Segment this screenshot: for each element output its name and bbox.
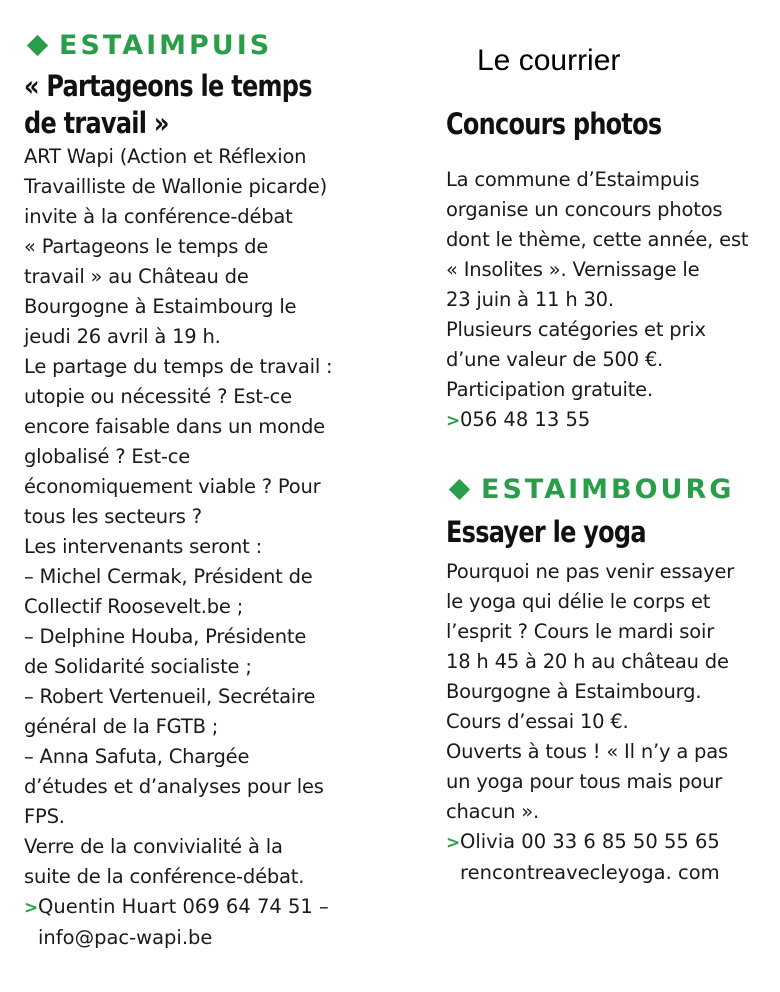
- contact-line: Quentin Huart 069 64 74 51 –: [38, 895, 329, 918]
- body-line: le yoga qui délie le corps et: [446, 590, 711, 613]
- body-line: d’études et d’analyses pour les: [24, 775, 324, 798]
- contact-phone: Olivia 00 33 6 85 50 55 65: [460, 830, 720, 853]
- article-headline: Concours photos: [446, 107, 662, 141]
- article-headline: [24, 68, 341, 142]
- body-line: FPS.: [24, 805, 65, 828]
- headline-line: « Partageons le temps: [24, 69, 312, 103]
- chevron-right-icon: >: [446, 411, 461, 431]
- body-line: général de la FGTB ;: [24, 715, 219, 738]
- body-line: Bourgogne à Estaimbourg le: [24, 295, 297, 318]
- publication-label: Le courrier: [477, 44, 621, 77]
- article-estaimpuis: [24, 28, 369, 953]
- article-estaimbourg: [446, 472, 771, 888]
- body-line: utopie ou nécessité ? Est-ce: [24, 385, 292, 408]
- headline-line: de travail »: [24, 106, 169, 140]
- body-line: Plusieurs catégories et prix: [446, 318, 706, 341]
- body-line: Collectif Roosevelt.be ;: [24, 595, 244, 618]
- body-line: – Robert Vertenueil, Secrétaire: [24, 685, 316, 708]
- article-body: [446, 165, 771, 405]
- body-line: l’esprit ? Cours le mardi soir: [446, 620, 715, 643]
- body-line: 18 h 45 à 20 h au château de: [446, 650, 729, 673]
- contact-phone: 056 48 13 55: [460, 408, 591, 431]
- body-line: globalisé ? Est-ce: [24, 445, 191, 468]
- article-body: [446, 557, 771, 827]
- body-line: ART Wapi (Action et Réflexion: [24, 145, 307, 168]
- contact-website[interactable]: rencontreavecleyoga. com: [460, 861, 720, 884]
- article-headline: Essayer le yoga: [446, 515, 646, 549]
- body-line: jeudi 26 avril à 19 h.: [24, 325, 221, 348]
- body-line: Travailliste de Wallonie picarde): [24, 175, 327, 198]
- body-line: Participation gratuite.: [446, 378, 653, 401]
- body-line: économiquement viable ? Pour: [24, 475, 321, 498]
- body-line: Bourgogne à Estaimbourg.: [446, 680, 702, 703]
- body-line: – Anna Safuta, Chargée: [24, 745, 250, 768]
- body-line: suite de la conférence-débat.: [24, 865, 305, 888]
- body-line: un yoga pour tous mais pour: [446, 770, 723, 793]
- body-line: organise un concours photos: [446, 198, 723, 221]
- section-tag-label: ESTAIMPUIS: [59, 29, 273, 61]
- chevron-right-icon: >: [24, 898, 39, 918]
- chevron-right-icon: >: [446, 833, 461, 853]
- body-line: – Michel Cermak, Président de: [24, 565, 313, 588]
- body-line: « Insolites ». Vernissage le: [446, 258, 700, 281]
- body-line: Les intervenants seront :: [24, 535, 262, 558]
- contact-email[interactable]: info@pac-wapi.be: [38, 926, 213, 949]
- diamond-icon: [449, 478, 470, 499]
- article-concours-photos: [446, 106, 771, 436]
- body-line: Ouverts à tous ! « Il n’y a pas: [446, 740, 728, 763]
- section-tag-label: ESTAIMBOURG: [481, 473, 735, 505]
- body-line: de Solidarité socialiste ;: [24, 655, 252, 678]
- body-line: dont le thème, cette année, est: [446, 228, 749, 251]
- body-line: tous les secteurs ?: [24, 505, 202, 528]
- section-tag-estaimbourg: [446, 472, 771, 506]
- article-body: [24, 142, 369, 892]
- body-line: 23 juin à 11 h 30.: [446, 288, 614, 311]
- body-line: invite à la conférence-débat: [24, 205, 293, 228]
- body-line: – Delphine Houba, Présidente: [24, 625, 307, 648]
- contact-info: [446, 827, 771, 888]
- diamond-icon: [27, 34, 48, 55]
- body-line: d’une valeur de 500 €.: [446, 348, 664, 371]
- body-line: travail » au Château de: [24, 265, 249, 288]
- body-line: Verre de la convivialité à la: [24, 835, 283, 858]
- contact-info: [24, 892, 369, 953]
- section-tag-estaimpuis: [24, 28, 369, 62]
- body-line: Pourquoi ne pas venir essayer: [446, 560, 735, 583]
- body-line: encore faisable dans un monde: [24, 415, 325, 438]
- body-line: Cours d’essai 10 €.: [446, 710, 629, 733]
- body-line: La commune d’Estaimpuis: [446, 168, 700, 191]
- contact-info: [446, 405, 771, 436]
- body-line: Le partage du temps de travail :: [24, 355, 333, 378]
- body-line: « Partageons le temps de: [24, 235, 269, 258]
- body-line: chacun ».: [446, 800, 539, 823]
